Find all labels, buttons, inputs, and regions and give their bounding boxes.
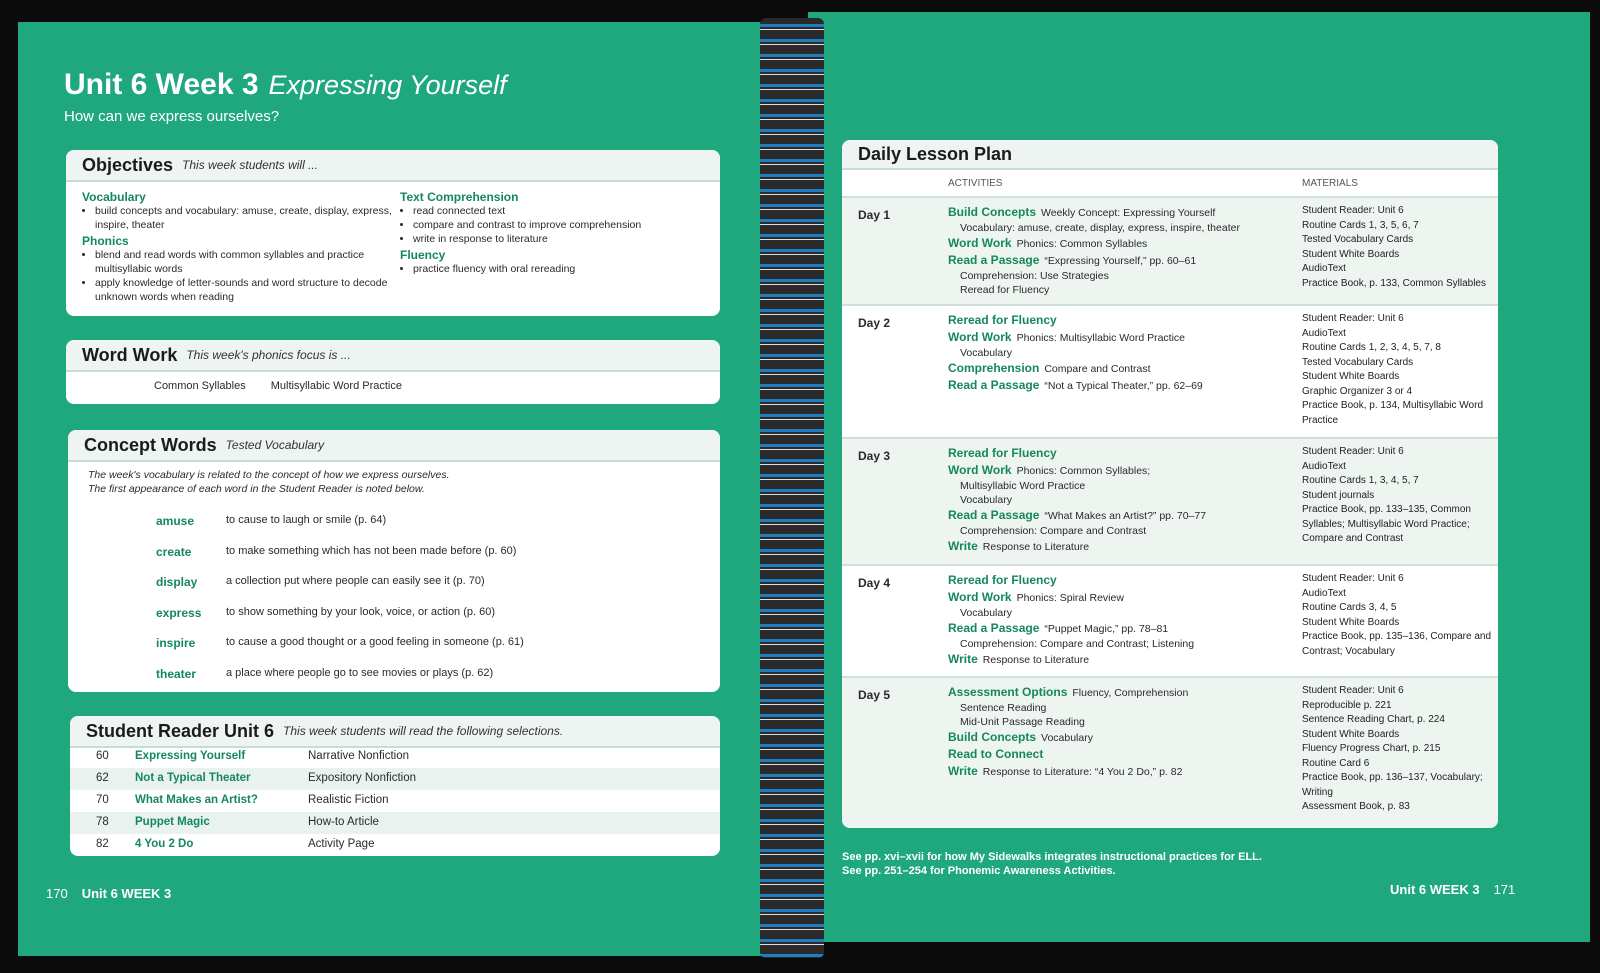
selection-row	[70, 768, 720, 790]
activity-text: “What Makes an Artist?” pp. 70–77	[1044, 510, 1207, 522]
week-subtitle: Expressing Yourself	[268, 70, 507, 100]
fluency-list	[400, 262, 700, 276]
material-item: Tested Vocabulary Cards	[1302, 234, 1414, 245]
day-activities	[948, 445, 1206, 555]
lesson-plan-header	[842, 140, 1498, 170]
activity	[948, 329, 1203, 346]
concept-words-description	[88, 468, 450, 496]
word-work-card	[66, 340, 720, 404]
material-item: Student Reader: Unit 6	[1302, 313, 1404, 324]
activity-text: Weekly Concept: Expressing Yourself	[1041, 207, 1216, 219]
material-item: Student White Boards	[1302, 728, 1400, 740]
activity-text: Phonics: Spiral Review	[1016, 592, 1124, 604]
selection-title: 4 You 2 Do	[135, 838, 194, 850]
material-item: AudioText	[1302, 327, 1346, 339]
activity-head: Reread for Fluency	[948, 573, 1057, 587]
lesson-day	[842, 676, 1498, 828]
activity-head: Build Concepts	[948, 205, 1037, 219]
vocab-word: inspire	[156, 636, 196, 650]
material-item: Assessment Book, p. 83	[1302, 801, 1410, 812]
activities-column-header: ACTIVITIES	[948, 178, 1003, 189]
selection-page: 82	[96, 838, 109, 850]
activity-head: Word Work	[948, 236, 1012, 250]
lesson-plan-heading: Daily Lesson Plan	[858, 143, 1013, 164]
concept-desc-line: The week's vocabulary is related to the concept of how we express ourselves.	[88, 469, 450, 481]
activity-head: Read a Passage	[948, 621, 1040, 635]
day-label: Day 4	[858, 576, 891, 590]
activity-head: Read a Passage	[948, 378, 1040, 392]
activity-text: “Puppet Magic,” pp. 78–81	[1044, 623, 1169, 635]
material-item: Reproducible p. 221	[1302, 699, 1392, 711]
activity-head: Write	[948, 764, 978, 778]
activity-sub: Vocabulary	[960, 607, 1012, 619]
objective-item: • blend and read words with common syllables and practice multisyllabic words	[95, 248, 392, 276]
footnote-phonemic: See pp. 251–254 for Phonemic Awareness Activities.	[842, 865, 1116, 877]
activity-head: Build Concepts	[948, 730, 1037, 744]
activity-sub: Comprehension: Compare and Contrast	[960, 525, 1147, 537]
phonics-list	[82, 248, 392, 304]
selection-genre: How-to Article	[308, 816, 379, 828]
activity-sub: Sentence Reading	[960, 702, 1047, 714]
fluency-title: Fluency	[400, 248, 446, 262]
activity-text: Vocabulary	[1041, 732, 1093, 744]
activity-text: Compare and Contrast	[1044, 363, 1151, 375]
activity-sub: Vocabulary	[960, 347, 1012, 359]
activity-text: Phonics: Common Syllables	[1016, 238, 1148, 250]
activity	[948, 763, 1188, 780]
material-item: Routine Cards 1, 3, 5, 6, 7	[1302, 219, 1419, 231]
objective-item: • write in response to literature	[413, 232, 700, 246]
material-item: Student White Boards	[1302, 616, 1400, 628]
vocab-definition: to cause to laugh or smile (p. 64)	[226, 514, 387, 526]
day-activities	[948, 572, 1194, 668]
material-item: Tested Vocabulary Cards	[1302, 356, 1414, 368]
word-work-item: Multisyllabic Word Practice	[270, 380, 402, 392]
word-work-intro: This week's phonics focus is ...	[186, 348, 351, 362]
activity	[948, 462, 1206, 479]
activity	[948, 746, 1188, 763]
selection-row	[70, 746, 720, 768]
activity	[948, 684, 1188, 701]
lesson-day	[842, 437, 1498, 566]
footer-label: Unit 6 WEEK 3	[1390, 882, 1480, 897]
activity-head: Read a Passage	[948, 508, 1040, 522]
selection-page: 70	[96, 794, 109, 806]
activity	[948, 252, 1240, 269]
selection-page: 62	[96, 772, 109, 784]
activity-head: Reread for Fluency	[948, 446, 1057, 460]
activity-sub: Multisyllabic Word Practice	[960, 480, 1086, 492]
objectives-card	[66, 150, 720, 316]
vocab-row	[68, 545, 720, 571]
concept-words-intro: Tested Vocabulary	[225, 438, 325, 452]
spiral-binding	[760, 18, 824, 958]
day-materials	[1302, 445, 1492, 547]
material-item: AudioText	[1302, 263, 1346, 274]
material-item: Routine Card 6	[1302, 757, 1370, 769]
objective-item: • practice fluency with oral rereading	[413, 262, 700, 276]
student-reader-heading: Student Reader Unit 6	[86, 720, 275, 741]
selection-genre: Realistic Fiction	[308, 794, 389, 806]
concept-words-heading: Concept Words	[84, 434, 217, 455]
selection-row	[70, 790, 720, 812]
vocab-definition: to make something which has not been made before (p. 60)	[226, 544, 517, 557]
activity-head: Read a Passage	[948, 253, 1040, 267]
comprehension-list	[400, 204, 700, 246]
daily-lesson-plan-card	[842, 140, 1498, 828]
activity-text: Response to Literature: “4 You 2 Do,” p. 82	[982, 766, 1183, 778]
activity-head: Write	[948, 539, 978, 553]
activity-text: “Expressing Yourself,” pp. 60–61	[1044, 255, 1197, 267]
objectives-heading: Objectives	[82, 154, 174, 175]
selection-genre: Expository Nonfiction	[308, 772, 417, 784]
day-materials	[1302, 204, 1492, 291]
selection-row	[70, 812, 720, 834]
material-item: Fluency Progress Chart, p. 215	[1302, 743, 1441, 754]
day-label: Day 1	[858, 208, 891, 222]
vocab-row	[68, 606, 720, 632]
activity-head: Read to Connect	[948, 747, 1044, 761]
word-work-heading: Word Work	[82, 344, 178, 365]
concept-desc-line: The first appearance of each word in the Student Reader is noted below.	[88, 483, 425, 495]
activity	[948, 620, 1194, 637]
vocab-word: create	[156, 544, 192, 559]
material-item: Practice Book, pp. 133–135, Common Syllables; Multisyllabic Word Practice; Compare and Contrast	[1302, 504, 1471, 544]
selection-title: Puppet Magic	[135, 816, 210, 828]
activity-sub: Reread for Fluency	[960, 284, 1050, 296]
activity-sub: Comprehension: Compare and Contrast; Listening	[960, 638, 1195, 650]
word-work-header	[66, 340, 720, 372]
vocab-definition: a collection put where people can easily see it (p. 70)	[226, 575, 485, 587]
activity-text: Fluency, Comprehension	[1072, 687, 1189, 699]
activity-head: Comprehension	[948, 361, 1040, 375]
day-label: Day 5	[858, 688, 891, 702]
concept-words-card	[68, 430, 720, 692]
activity	[948, 589, 1194, 606]
vocab-definition: to show something by your look, voice, or action (p. 60)	[226, 605, 496, 618]
material-item: Routine Cards 1, 3, 4, 5, 7	[1302, 475, 1419, 486]
selection-genre: Narrative Nonfiction	[308, 750, 409, 762]
objective-item: • apply knowledge of letter-sounds and word structure to decode unknown words when reading	[95, 276, 392, 304]
material-item: Practice Book, pp. 136–137, Vocabulary; Writing	[1302, 772, 1483, 798]
objectives-right-column	[400, 188, 700, 276]
objectives-header	[66, 150, 720, 182]
activity-sub: Comprehension: Use Strategies	[960, 270, 1109, 282]
material-item: Student White Boards	[1302, 371, 1400, 382]
day-label: Day 3	[858, 449, 891, 463]
activity-sub: Mid-Unit Passage Reading	[960, 716, 1085, 728]
left-footer	[46, 886, 171, 901]
footer-label: Unit 6 WEEK 3	[81, 886, 172, 901]
material-item: Student White Boards	[1302, 248, 1400, 260]
vocab-word: express	[156, 605, 202, 620]
material-item: Graphic Organizer 3 or 4	[1302, 385, 1413, 397]
activity	[948, 507, 1206, 524]
day-materials	[1302, 684, 1492, 815]
activity	[948, 360, 1203, 377]
activity	[948, 235, 1240, 252]
activity-head: Assessment Options	[948, 685, 1068, 699]
selection-page: 78	[96, 816, 109, 828]
lesson-day	[842, 196, 1498, 306]
activity-text: “Not a Typical Theater,” pp. 62–69	[1044, 380, 1203, 392]
comprehension-title: Text Comprehension	[400, 190, 519, 204]
activity-text: Phonics: Multisyllabic Word Practice	[1016, 332, 1186, 344]
activity-head: Word Work	[948, 590, 1012, 604]
vocab-title: Vocabulary	[82, 190, 146, 204]
concept-words-header	[68, 430, 720, 462]
day-activities	[948, 204, 1240, 297]
student-reader-card	[70, 716, 720, 856]
activity	[948, 729, 1188, 746]
footnote-ell: See pp. xvi–xvii for how My Sidewalks integrates instructional practices for ELL.	[842, 851, 1262, 863]
selection-title: What Makes an Artist?	[135, 794, 258, 806]
essential-question: How can we express ourselves?	[64, 108, 280, 125]
objective-item: • read connected text	[413, 204, 700, 218]
vocab-row	[68, 575, 720, 601]
page-number: 170	[46, 886, 68, 901]
word-work-items	[154, 380, 402, 392]
activity-sub: Vocabulary: amuse, create, display, express, inspire, theater	[960, 222, 1240, 234]
vocab-list	[82, 204, 392, 232]
page-number: 171	[1493, 882, 1516, 897]
vocab-word: theater	[156, 666, 197, 681]
vocab-definition: a place where people go to see movies or plays (p. 62)	[226, 666, 494, 679]
materials-column-header: MATERIALS	[1302, 178, 1358, 189]
day-activities	[948, 684, 1188, 780]
selection-page: 60	[96, 750, 109, 762]
activity	[948, 651, 1194, 668]
material-item: Student Reader: Unit 6	[1302, 446, 1404, 457]
vocab-row	[68, 514, 720, 540]
activity	[948, 204, 1240, 221]
material-item: Practice Book, p. 133, Common Syllables	[1302, 277, 1486, 289]
objective-item: • compare and contrast to improve comprehension	[413, 218, 700, 232]
day-materials	[1302, 312, 1492, 428]
activity-text: Response to Literature	[982, 541, 1090, 553]
activity-sub: Vocabulary	[960, 494, 1012, 506]
activity-head: Word Work	[948, 330, 1012, 344]
activity-head: Reread for Fluency	[948, 313, 1057, 327]
day-materials	[1302, 572, 1492, 659]
activity	[948, 572, 1194, 589]
material-item: Routine Cards 1, 2, 3, 4, 5, 7, 8	[1302, 342, 1441, 353]
material-item: AudioText	[1302, 587, 1346, 599]
page-title	[64, 68, 507, 102]
vocab-row	[68, 636, 720, 662]
selection-row	[70, 834, 720, 856]
material-item: Student Reader: Unit 6	[1302, 685, 1404, 696]
material-item: Practice Book, p. 134, Multisyllabic Word Practice	[1302, 400, 1484, 426]
material-item: AudioText	[1302, 460, 1346, 472]
activity	[948, 445, 1206, 462]
lesson-day	[842, 304, 1498, 439]
vocab-definition: to cause a good thought or a good feeling in someone (p. 61)	[226, 636, 524, 648]
vocab-word: display	[156, 575, 198, 589]
objectives-intro: This week students will ...	[182, 158, 319, 172]
student-reader-header	[70, 716, 720, 748]
activity-text: Phonics: Common Syllables;	[1016, 465, 1151, 477]
unit-week-title: Unit 6 Week 3	[64, 68, 259, 101]
vocab-word: amuse	[156, 514, 195, 528]
lesson-day	[842, 564, 1498, 678]
activity-head: Write	[948, 652, 978, 666]
activity-text: Response to Literature	[982, 654, 1090, 666]
student-reader-intro: This week students will read the following selections.	[283, 724, 564, 738]
phonics-title: Phonics	[82, 234, 129, 248]
day-activities	[948, 312, 1203, 394]
objective-item: • build concepts and vocabulary: amuse, create, display, express, inspire, theater	[95, 204, 392, 232]
material-item: Student Reader: Unit 6	[1302, 573, 1404, 584]
objectives-left-column	[82, 188, 392, 304]
material-item: Sentence Reading Chart, p. 224	[1302, 714, 1445, 725]
material-item: Student journals	[1302, 489, 1375, 501]
material-item: Practice Book, pp. 135–136, Compare and Contrast; Vocabulary	[1302, 631, 1492, 657]
activity	[948, 538, 1206, 555]
vocab-row	[68, 667, 720, 693]
footnotes	[842, 850, 1262, 878]
selection-title: Expressing Yourself	[135, 750, 246, 762]
activity	[948, 377, 1203, 394]
selection-title: Not a Typical Theater	[135, 772, 251, 784]
word-work-item: Common Syllables	[154, 380, 246, 392]
material-item: Student Reader: Unit 6	[1302, 205, 1404, 216]
activity	[948, 312, 1203, 329]
activity-head: Word Work	[948, 463, 1012, 477]
right-footer	[1390, 882, 1515, 897]
selection-genre: Activity Page	[308, 838, 375, 850]
material-item: Routine Cards 3, 4, 5	[1302, 602, 1397, 613]
day-label: Day 2	[858, 316, 891, 330]
